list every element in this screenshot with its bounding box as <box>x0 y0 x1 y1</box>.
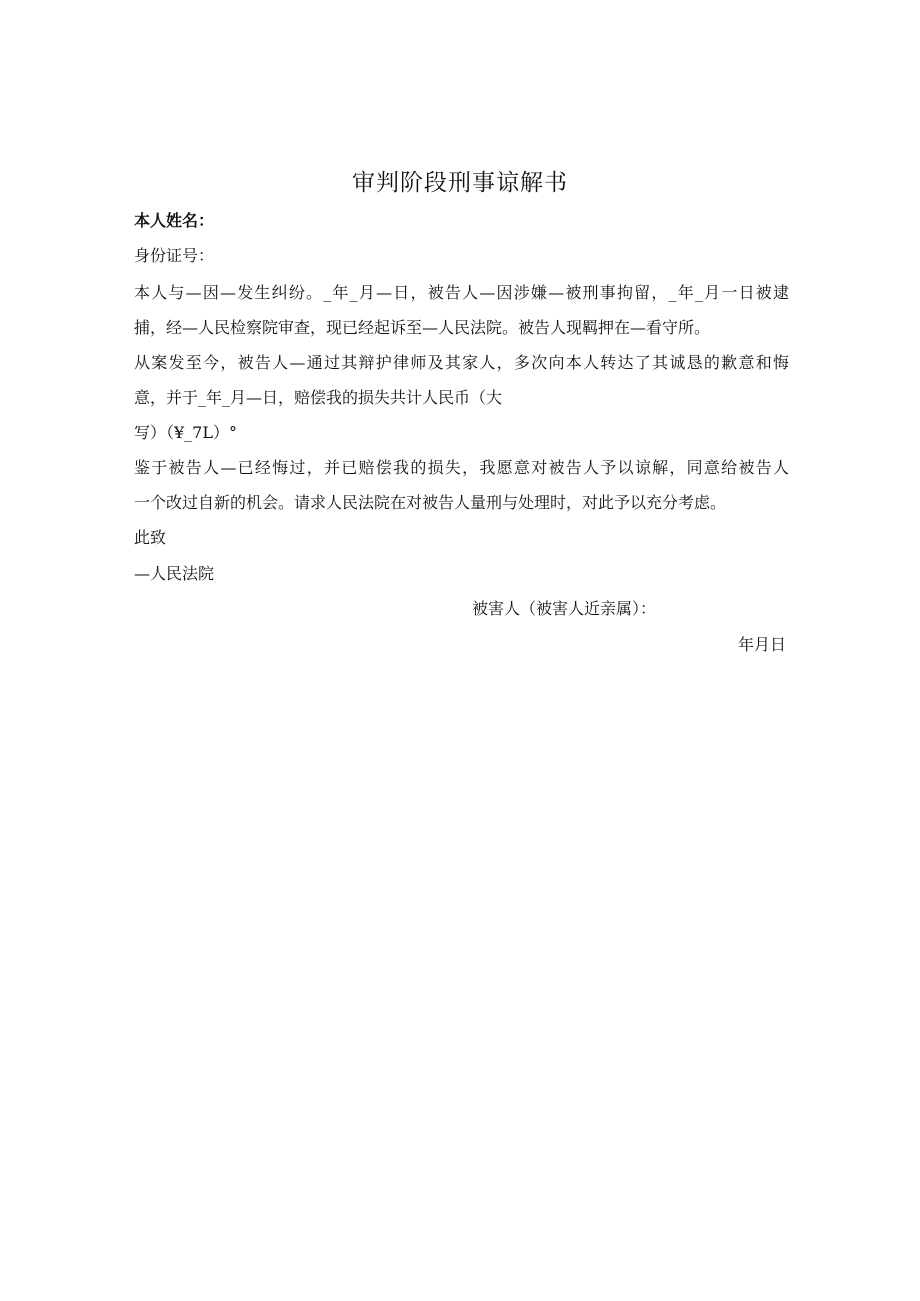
paragraph-2-line-2: 意，并于_年_月—日，赔偿我的损失共计人民币（大 <box>134 388 503 407</box>
paragraph-3-line-2: 一个改过自新的机会。请求人民法院在对被告人量刑与处理时，对此予以充分考虑。 <box>134 493 727 512</box>
paragraph-2-line-1: 从案发至今，被告人—通过其辩护律师及其家人，多次向本人转达了其诚恳的歉意和悔 <box>134 353 789 372</box>
date-label: 年月日 <box>737 635 786 654</box>
closing-text: 此致 <box>134 528 167 547</box>
court-name: —人民法院 <box>134 564 215 583</box>
name-label: 本人姓名： <box>134 211 215 230</box>
paragraph-3-line-1: 鉴于被告人—已经悔过，并已赔偿我的损失，我愿意对被告人予以谅解，同意给被告人 <box>134 458 789 477</box>
id-label: 身份证号： <box>134 246 215 265</box>
paragraph-2-line-3: 写）（¥_7L）° <box>134 423 237 442</box>
document-title: 审判阶段刑事谅解书 <box>352 170 568 196</box>
paragraph-1-line-1: 本人与—因—发生纠纷。_年_月—日，被告人—因涉嫌—被刑事拘留，_年_月一日被逮 <box>134 283 789 302</box>
signer-label: 被害人（被害人近亲属）： <box>472 599 657 618</box>
paragraph-1-line-2: 捕，经—人民检察院审查，现已经起诉至—人民法院。被告人现羁押在—看守所。 <box>134 318 711 337</box>
